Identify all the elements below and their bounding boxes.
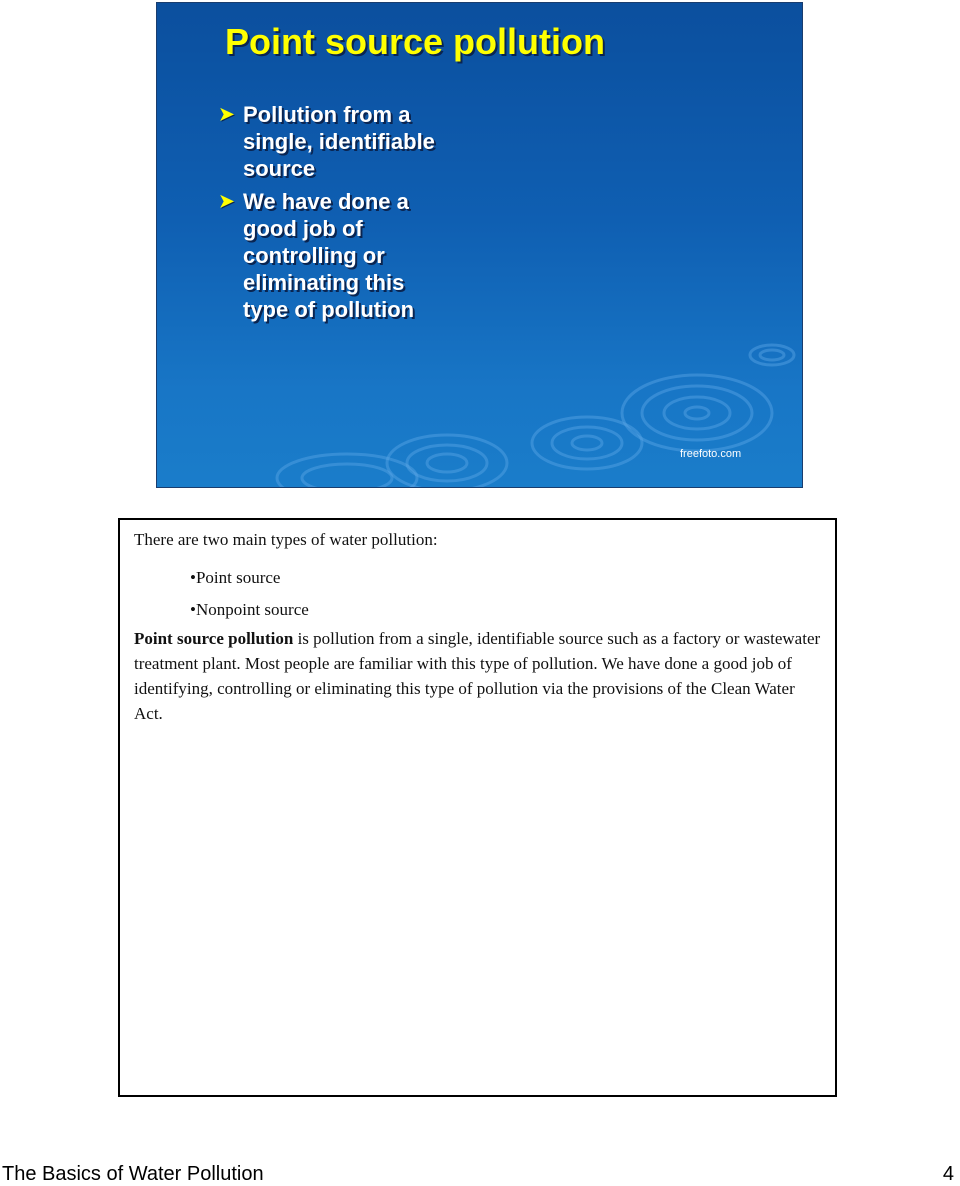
slide-bullet-list xyxy=(219,101,449,329)
slide-bullet xyxy=(219,101,449,182)
paragraph-lead: Point source pollution xyxy=(134,629,294,648)
photo-credit: freefoto.com xyxy=(680,448,742,460)
footer-page-number: 4 xyxy=(942,1163,954,1185)
slide-bullet-text: Pollution from a single, identifiable source xyxy=(243,102,435,181)
chevron-right-icon: ➤ xyxy=(219,191,235,211)
notes-box xyxy=(118,518,837,1097)
slide-title: Point source pollution xyxy=(225,21,605,62)
pollution-type-item: •Point source xyxy=(190,568,281,587)
pollution-type-item: •Nonpoint source xyxy=(190,600,309,619)
footer-document-title: The Basics of Water Pollution xyxy=(2,1163,264,1185)
notes-intro: There are two main types of water pollution: xyxy=(134,530,438,549)
paragraph-body: is pollution from a single, identifiable source such as a factory or wastewater treatment plant. Most people are familiar with this type of pollution. We have done a good job of identifying, controlling or eliminating this type of pollution via the provisions of the Clean Water Act. xyxy=(134,629,821,723)
slide-bullet xyxy=(219,188,449,323)
chevron-right-icon: ➤ xyxy=(219,104,235,124)
pollution-types-list xyxy=(190,562,309,626)
slide-bullet-text: We have done a good job of controlling or eliminating this type of pollution xyxy=(243,189,415,322)
slide-panel xyxy=(156,2,803,488)
notes-paragraph xyxy=(134,626,824,726)
